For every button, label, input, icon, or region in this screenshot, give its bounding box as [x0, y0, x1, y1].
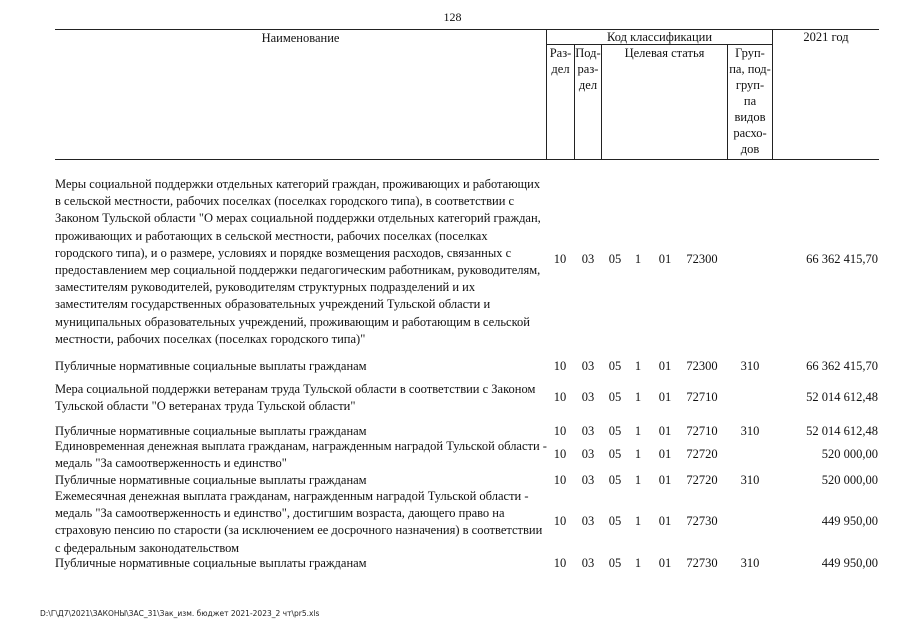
header-group: Груп- па, под- груп- па видов расхо- дов [729, 46, 771, 156]
row-amount: 520 000,00 [821, 473, 878, 487]
row-amount: 449 950,00 [821, 514, 878, 528]
row-description: Ежемесячная денежная выплата гражданам, награжденным наградой Тульской области - медаль "За самоотверженность и единство", достигшим возраста, дающего право на страховую пенсию по старости (за исключением ее досрочного назначения) в соответствии с федеральным законодательством [55, 489, 543, 555]
row-description: Публичные нормативные социальные выплаты гражданам [55, 556, 367, 570]
header-year: 2021 год [803, 30, 849, 44]
row-amount: 449 950,00 [821, 556, 878, 570]
header-classification: Код классификации [606, 30, 713, 44]
row-description: Публичные нормативные социальные выплаты гражданам [55, 424, 367, 438]
row-description: Публичные нормативные социальные выплаты гражданам [55, 359, 367, 373]
row-description: Мера социальной поддержки ветеранам труда Тульской области в соответствии с Законом Тульской области "О ветеранах труда Тульской области" [55, 382, 536, 414]
row-description: Публичные нормативные социальные выплаты гражданам [55, 473, 367, 487]
row-amount: 66 362 415,70 [806, 359, 878, 373]
footer-file-path: D:\Г\Д7\2021\ЗАКОНЫ\ЗАС_31\Зак_изм. бюджет 2021-2023_2 чт\pr5.xls [40, 609, 320, 618]
row-amount: 520 000,00 [821, 447, 878, 461]
header-name: Наименование [261, 31, 340, 45]
header-target: Целевая статья [624, 46, 705, 60]
row-amount: 52 014 612,48 [806, 390, 878, 404]
page-number: 128 [443, 10, 462, 24]
row-amount: 52 014 612,48 [806, 424, 878, 438]
row-description: Единовременная денежная выплата гражданам, награжденным наградой Тульской области - медаль "За самоотверженность и единство" [55, 439, 547, 471]
header-razdel: Раз- дел [549, 46, 572, 76]
row-amount: 66 362 415,70 [806, 252, 878, 266]
header-podrazdel: Под- раз- дел [575, 46, 601, 92]
row-description: Меры социальной поддержки отдельных категорий граждан, проживающих и работающих в сельской местности, рабочих поселках (поселках городского типа), в соответствии с Законом Тульской области "О мерах социальной поддержки отдельных категорий граждан, проживающих и работающих в сельской местности, рабочих поселках (поселках городского типа), и о размере, условиях и порядке возмещения расходов, связанных с предоставлением мер социальной поддержки педагогическим работникам, руководителям, заместителям руководителей, руководителям структурных подразделений и их заместителям государственных образовательных учреждений Тульской области и муниципальных образовательных учреждений, проживающим и работающим в сельской местности, рабочих поселках (поселках городского типа)" [55, 177, 541, 346]
